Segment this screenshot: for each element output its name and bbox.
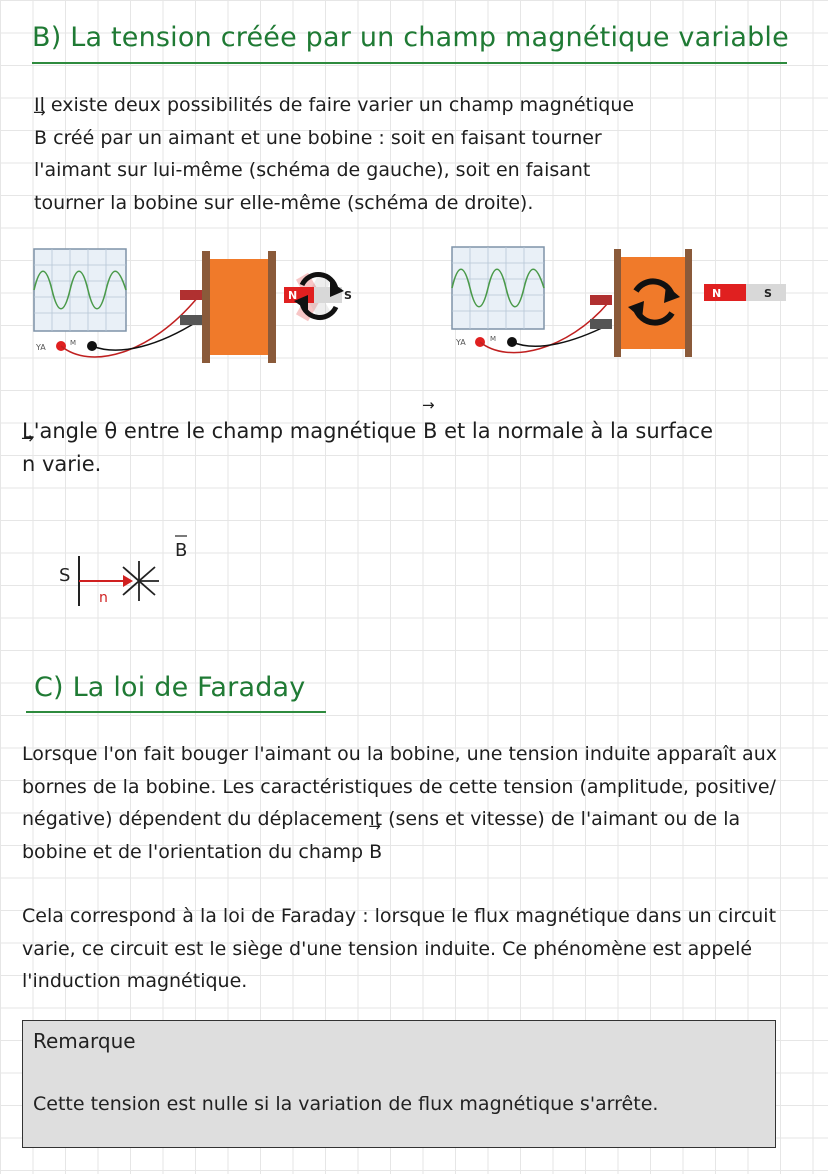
para2-line-2: varie, ce circuit est le siège d'une tension induite. Ce phénomène est appelé — [22, 937, 753, 960]
left-diagram-rotating-magnet — [30, 245, 370, 370]
remark-title: Remarque — [33, 1029, 136, 1053]
oscilloscope — [34, 249, 126, 331]
vector-b-inline: → B — [423, 415, 437, 448]
field-label: B — [175, 540, 188, 561]
vector-b: → B — [34, 122, 47, 155]
left-magnet-s: S — [344, 289, 352, 302]
section-b-underline — [32, 62, 787, 64]
remark-text: Cette tension est nulle si la variation de flux magnétique s'arrête. — [33, 1093, 659, 1115]
vector-n: → n — [22, 448, 35, 481]
section-c-underline — [26, 711, 326, 713]
right-magnet-s: S — [764, 287, 772, 300]
intro-line-4: tourner la bobine sur elle-même (schéma de droite). — [34, 191, 534, 214]
left-magnet-n: N — [288, 289, 298, 302]
surface-label: S — [59, 565, 71, 586]
remark-box — [22, 1020, 776, 1148]
angle-line-1-pre: L'angle θ entre le champ magnétique — [22, 419, 417, 443]
section-b-intro — [34, 89, 634, 219]
section-b-title: B) La tension créée par un champ magnétique variable — [32, 22, 789, 53]
right-diagram-rotating-coil — [448, 245, 788, 370]
angle-line-2 — [22, 448, 713, 481]
para2-line-1: Cela correspond à la loi de Faraday : lorsque le flux magnétique dans un circuit — [22, 905, 777, 927]
para1-line-3: négative) dépendent du déplacement (sens et vitesse) de l'aimant ou de la — [22, 808, 741, 830]
faraday-paragraph-1 — [22, 738, 777, 868]
normal-field-diagram — [55, 530, 215, 620]
angle-line-1 — [22, 415, 713, 448]
normal-label: n — [99, 590, 108, 606]
right-magnet-n: N — [712, 287, 722, 300]
oscilloscope — [452, 247, 544, 329]
left-probe-ya: YA — [36, 343, 46, 352]
angle-line-1-post: et la normale à la surface — [444, 419, 714, 443]
section-c-title: C) La loi de Faraday — [34, 672, 306, 703]
left-probe-m: M — [70, 339, 77, 347]
faraday-paragraph-2 — [22, 900, 776, 998]
intro-line-2-text: créé par un aimant et une bobine : soit en faisant tourner — [53, 126, 602, 149]
right-probe-ya: YA — [456, 338, 466, 347]
para1-line-1: Lorsque l'on fait bouger l'aimant ou la bobine, une tension induite apparaît aux — [22, 743, 777, 765]
left-magnet — [284, 287, 352, 303]
right-coil — [614, 249, 692, 357]
intro-line-1: Il existe deux possibilités de faire varier un champ magnétique — [34, 94, 635, 116]
para1-line-2: bornes de la bobine. Les caractéristiques de cette tension (amplitude, positive/ — [22, 775, 776, 798]
angle-paragraph — [22, 415, 713, 480]
angle-line-2-post: varie. — [42, 451, 102, 476]
vector-b-faraday: → B — [369, 836, 382, 869]
intro-line-2 — [34, 122, 634, 155]
right-magnet — [704, 284, 786, 301]
intro-line-3: l'aimant sur lui-même (schéma de gauche), soit en faisant — [34, 159, 591, 181]
para1-line-4-text: bobine et de l'orientation du champ — [22, 840, 364, 863]
para2-line-3: l'induction magnétique. — [22, 970, 248, 992]
right-probe-m: M — [490, 335, 497, 343]
left-coil — [202, 251, 276, 363]
para1-line-4 — [22, 836, 777, 869]
